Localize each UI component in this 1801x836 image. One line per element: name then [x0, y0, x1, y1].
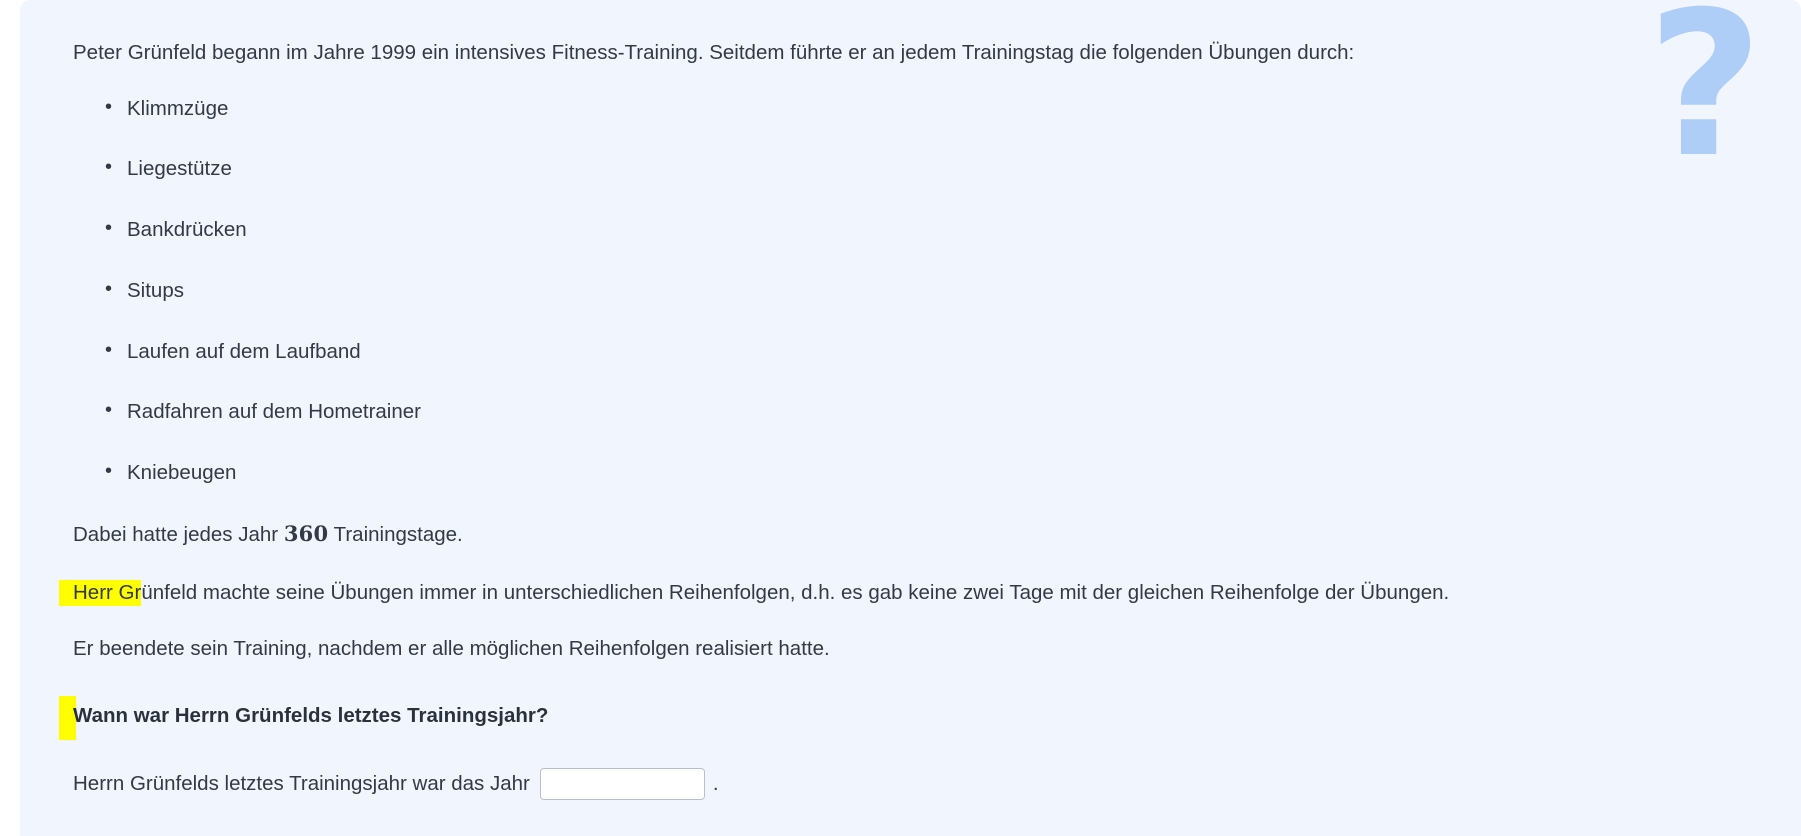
days-line-prefix: Dabei hatte jedes Jahr	[73, 522, 284, 546]
list-item: • Bankdrücken	[127, 215, 1681, 245]
highlight-marker-text: Herr Gr	[73, 581, 142, 605]
highlighted-line-rest: ünfeld machte seine Übungen immer in unterschiedlichen Reihenfolgen, d.h. es gab keine zwei Tage mit der gleichen Reihenfolge der Übungen.	[141, 581, 1450, 605]
question-heading	[73, 701, 1681, 731]
list-item: • Liegestütze	[127, 154, 1681, 184]
question-mark-icon: ?	[1646, 0, 1763, 202]
answer-period: .	[712, 771, 719, 795]
days-number: 360	[283, 520, 329, 546]
question-text: Wann war Herrn Grünfelds letztes Trainingsjahr?	[73, 703, 549, 727]
list-item: • Radfahren auf dem Hometrainer	[127, 397, 1681, 427]
exercise-card	[20, 0, 1801, 836]
answer-input[interactable]	[540, 768, 705, 800]
list-item: • Kniebeugen	[127, 458, 1681, 488]
conclusion-line: Er beendete sein Training, nachdem er alle möglichen Reihenfolgen realisiert hatte.	[73, 637, 830, 661]
highlighted-line	[73, 578, 1681, 608]
days-line-suffix: Trainingstage.	[328, 522, 463, 546]
exercise-list	[73, 94, 1681, 488]
list-item: • Laufen auf dem Laufband	[127, 337, 1681, 367]
exercise-content	[73, 30, 1681, 800]
answer-label: Herrn Grünfelds letztes Trainingsjahr war das Jahr	[73, 771, 530, 795]
training-days-line	[73, 519, 1681, 550]
intro-paragraph: Peter Grünfeld begann im Jahre 1999 ein intensives Fitness-Training. Seitdem führte er an jedem Trainingstag die folgenden Übungen durch:	[73, 41, 1355, 64]
list-item: • Klimmzüge	[127, 94, 1681, 124]
list-item: • Situps	[127, 276, 1681, 306]
answer-row	[73, 768, 1681, 800]
